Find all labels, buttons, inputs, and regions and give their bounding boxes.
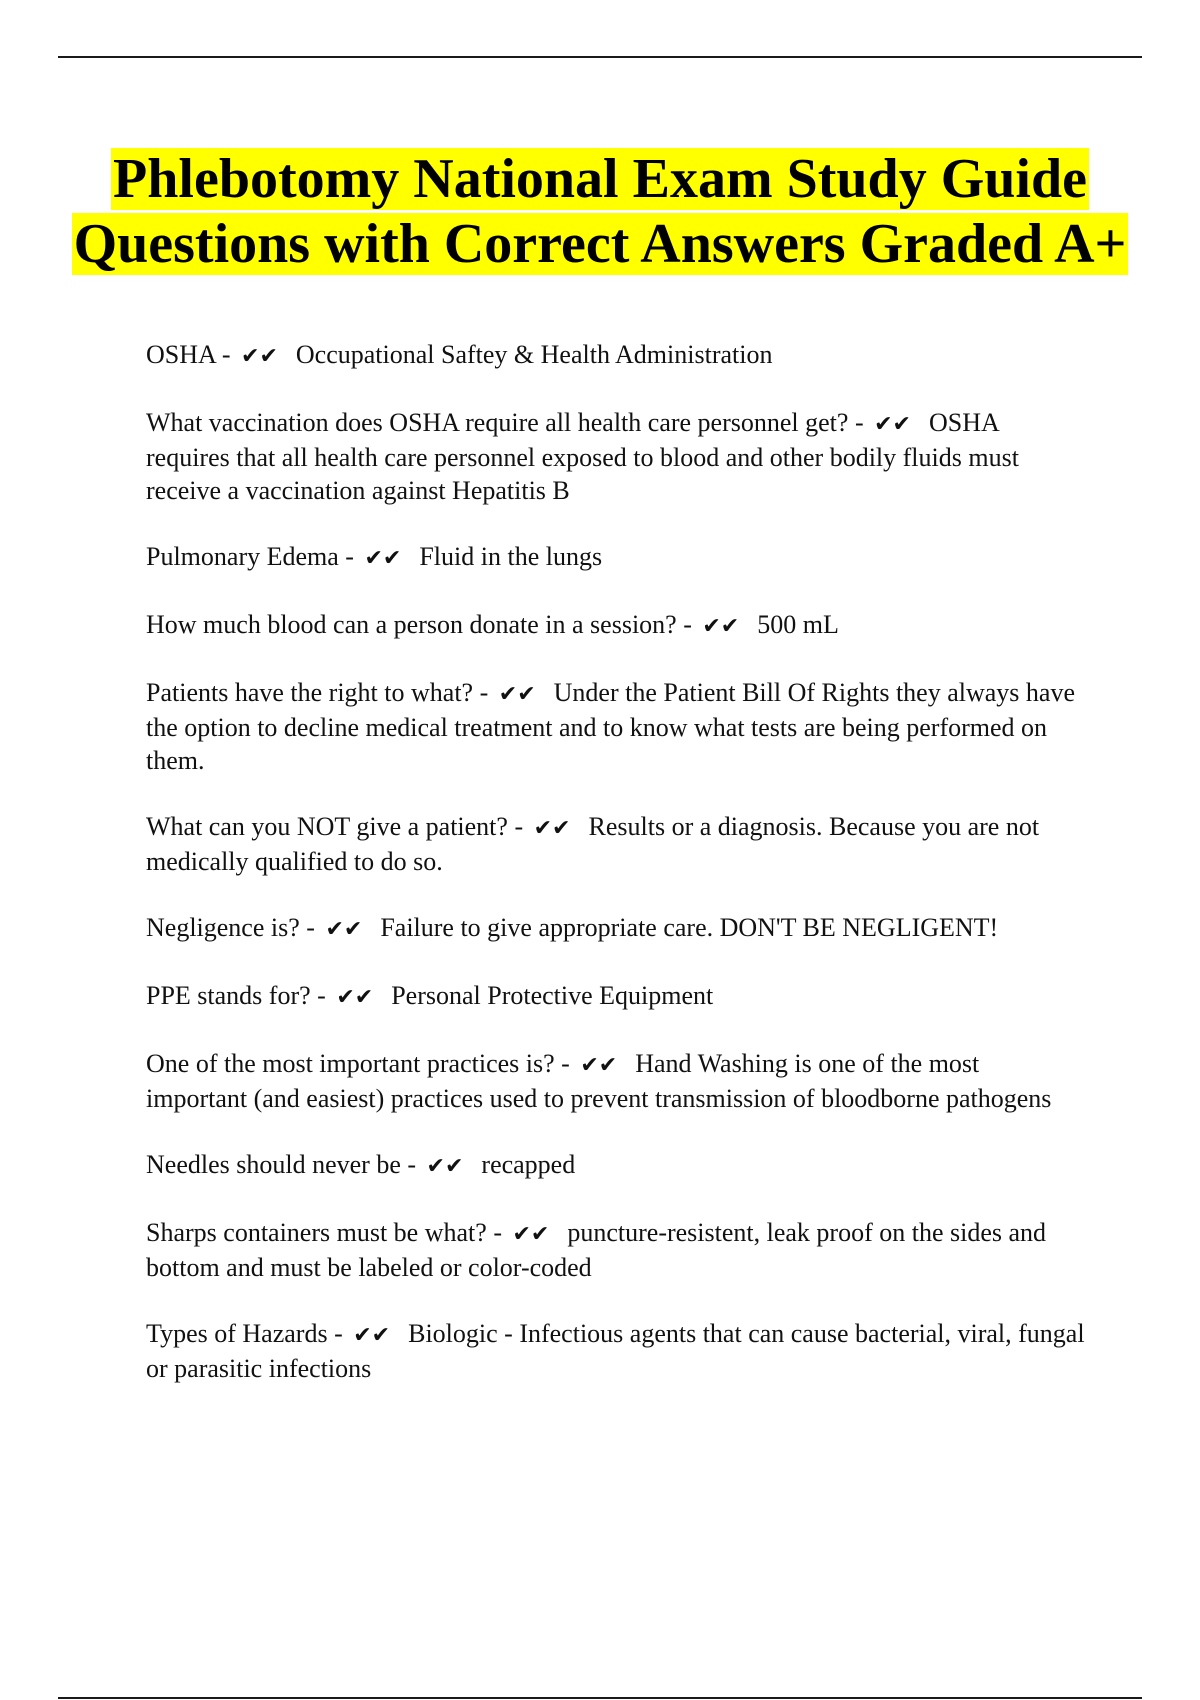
separator: - [327,1319,350,1348]
answer-text: Fluid in the lungs [419,542,603,571]
answer-text: Under the Patient Bill Of Rights they always have the option to decline medical treatment and to know what tests are being performed on them. [146,678,1075,775]
qa-list [146,338,1086,1418]
question-text: Needles should never be [146,1150,401,1179]
question-text: PPE stands for? [146,981,311,1010]
qa-item [146,1148,1086,1183]
question-text: How much blood can a person donate in a session? [146,610,677,639]
qa-item [146,406,1086,507]
answer-text: Personal Protective Equipment [391,981,714,1010]
separator: - [400,1150,423,1179]
double-check-icon: ✔✔ [336,985,374,1010]
double-check-icon: ✔✔ [325,917,363,942]
separator: - [554,1049,577,1078]
separator: - [848,408,871,437]
qa-item [146,608,1086,643]
double-check-icon: ✔✔ [364,546,402,571]
double-check-icon: ✔✔ [580,1053,618,1078]
qa-item [146,810,1086,878]
answer-text: Occupational Saftey & Health Administration [295,340,773,369]
double-check-icon: ✔✔ [353,1323,391,1348]
answer-text: 500 mL [757,610,839,639]
bottom-rule [58,1697,1142,1699]
qa-item [146,911,1086,946]
title-block [60,147,1140,277]
separator: - [473,678,495,707]
answer-text: OSHA requires that all health care personnel exposed to blood and other bodily fluids must receive a vaccination against Hepatitis B [146,408,1019,505]
separator: - [299,913,322,942]
answer-text: Hand Washing is one of the most important (and easiest) practices used to prevent transmission of bloodborne pathogens [146,1049,1052,1113]
answer-text: puncture-resistent, leak proof on the sides and bottom and must be labeled or color-coded [146,1218,1047,1282]
answer-text: Failure to give appropriate care. DON'T BE NEGLIGENT! [380,913,999,942]
qa-item [146,1047,1086,1115]
question-text: Types of Hazards [146,1319,328,1348]
separator: - [507,812,530,841]
question-text: Patients have the right to what? [146,678,474,707]
double-check-icon: ✔✔ [498,682,536,707]
separator: - [486,1218,509,1247]
double-check-icon: ✔✔ [874,412,911,437]
double-check-icon: ✔✔ [533,816,571,841]
qa-item [146,979,1086,1014]
qa-item [146,1216,1086,1284]
question-text: Sharps containers must be what? [146,1218,487,1247]
double-check-icon: ✔✔ [426,1154,464,1179]
separator: - [215,340,238,369]
double-check-icon: ✔✔ [702,614,740,639]
double-check-icon: ✔✔ [512,1222,550,1247]
top-rule [58,56,1142,58]
separator: - [338,542,361,571]
answer-text: recapped [481,1150,576,1179]
qa-item [146,676,1086,777]
qa-item [146,1317,1086,1385]
separator: - [310,981,333,1010]
question-text: What vaccination does OSHA require all health care personnel get? [146,408,849,437]
qa-item [146,338,1086,373]
document-title: Phlebotomy National Exam Study Guide Questions with Correct Answers Graded A+ [73,148,1127,275]
question-text: Pulmonary Edema [146,542,339,571]
answer-text: Results or a diagnosis. Because you are not medically qualified to do so. [146,812,1040,876]
question-text: Negligence is? [146,913,300,942]
question-text: OSHA [146,340,216,369]
answer-text: Biologic - Infectious agents that can cause bacterial, viral, fungal or parasitic infections [146,1319,1085,1383]
qa-item [146,540,1086,575]
separator: - [676,610,699,639]
double-check-icon: ✔✔ [241,344,278,369]
question-text: What can you NOT give a patient? [146,812,508,841]
question-text: One of the most important practices is? [146,1049,555,1078]
